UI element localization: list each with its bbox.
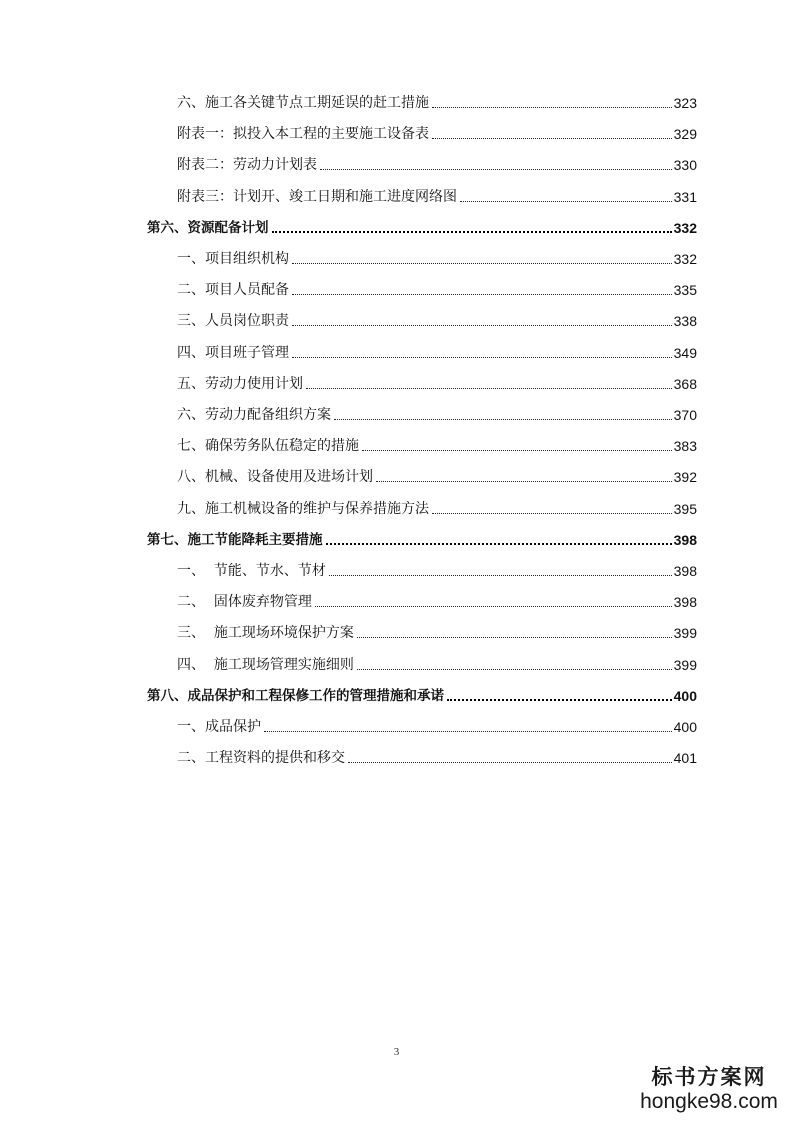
toc-section-entry[interactable]: [0, 119, 793, 143]
toc-entry-page-number: 368: [673, 375, 697, 392]
toc-entry-page-number: 401: [673, 750, 697, 767]
toc-dot-leader: [447, 699, 672, 701]
toc-section-entry[interactable]: [0, 587, 793, 611]
page-number: 3: [393, 1046, 400, 1058]
toc-dot-leader: [432, 138, 672, 139]
toc-dot-leader: [362, 450, 672, 451]
toc-entry-title: 一、项目组织机构: [177, 251, 289, 267]
toc-dot-leader: [329, 575, 672, 576]
toc-entry-page-number: 398: [673, 563, 697, 579]
toc-entry-page-number: 331: [673, 188, 697, 205]
toc-dot-leader: [460, 201, 672, 202]
toc-section-entry[interactable]: [0, 650, 793, 674]
watermark-url-text: hongke98.com: [640, 1090, 778, 1113]
toc-entry-page-number: 349: [673, 344, 697, 361]
toc-entry-page-number: 398: [673, 531, 697, 548]
toc-entry-title: 附表一：拟投入本工程的主要施工设备表: [177, 126, 429, 143]
toc-dot-leader: [357, 669, 672, 670]
toc-dot-leader: [292, 294, 672, 295]
toc-entry-title: 三、 施工现场环境保护方案: [177, 625, 354, 642]
toc-entry-page-number: 329: [673, 126, 697, 143]
toc-dot-leader: [272, 231, 672, 233]
toc-entry-page-number: 400: [673, 687, 697, 704]
toc-dot-leader: [357, 637, 672, 638]
toc-entry-page-number: 392: [673, 469, 697, 486]
toc-section-entry[interactable]: [0, 743, 793, 767]
toc-entry-page-number: 332: [673, 219, 697, 236]
toc-entry-page-number: 395: [673, 500, 697, 517]
toc-section-entry[interactable]: [0, 556, 793, 580]
toc-dot-leader: [348, 762, 672, 763]
toc-section-entry[interactable]: [0, 712, 793, 736]
toc-entry-title: 四、项目班子管理: [177, 344, 289, 361]
toc-entry-page-number: 338: [673, 313, 697, 330]
toc-dot-leader: [315, 606, 672, 607]
toc-entry-title: 附表二：劳动力计划表: [177, 157, 317, 174]
toc-section-entry[interactable]: [0, 275, 793, 299]
toc-entry-title: 一、 节能、节水、节材: [177, 563, 326, 579]
toc-section-entry[interactable]: [0, 244, 793, 268]
toc-section-entry[interactable]: [0, 88, 793, 112]
toc-dot-leader: [432, 513, 672, 514]
toc-dot-leader: [292, 325, 672, 326]
toc-entry-title: 二、工程资料的提供和移交: [177, 750, 345, 767]
toc-entry-title: 附表三：计划开、竣工日期和施工进度网络图: [177, 188, 457, 205]
toc-entry-title: 第七、施工节能降耗主要措施: [147, 531, 323, 548]
toc-section-entry[interactable]: [0, 400, 793, 424]
toc-entry-title: 二、 固体废弃物管理: [177, 594, 312, 611]
toc-entry-page-number: 332: [673, 251, 697, 267]
toc-section-entry[interactable]: [0, 431, 793, 455]
toc-entry-title: 二、项目人员配备: [177, 282, 289, 299]
toc-entry-title: 七、确保劳务队伍稳定的措施: [177, 438, 359, 455]
toc-entry-page-number: 335: [673, 282, 697, 299]
toc-dot-leader: [292, 263, 672, 264]
toc-dot-leader: [292, 357, 672, 358]
toc-chapter-entry[interactable]: [0, 681, 793, 705]
toc-section-entry[interactable]: [0, 462, 793, 486]
toc-entry-page-number: 330: [673, 157, 697, 174]
toc-entry-title: 三、人员岗位职责: [177, 313, 289, 330]
toc-entry-page-number: 323: [673, 95, 697, 111]
toc-entry-title: 八、机械、设备使用及进场计划: [177, 469, 373, 486]
toc-entry-title: 五、劳动力使用计划: [177, 375, 303, 392]
toc-section-entry[interactable]: [0, 306, 793, 330]
toc-chapter-entry[interactable]: [0, 525, 793, 549]
toc-entry-page-number: 398: [673, 594, 697, 611]
toc-section-entry[interactable]: [0, 150, 793, 174]
toc-entry-page-number: 400: [673, 719, 697, 735]
toc-dot-leader: [376, 481, 672, 482]
toc-dot-leader: [334, 419, 672, 420]
toc-entry-title: 第六、资源配备计划: [147, 219, 269, 236]
watermark-chinese-text: 标书方案网: [651, 1064, 767, 1089]
toc-entry-page-number: 399: [673, 625, 697, 642]
toc-dot-leader: [320, 169, 672, 170]
toc-section-entry[interactable]: [0, 182, 793, 206]
watermark-logo: [639, 1064, 779, 1114]
toc-entry-title: 九、施工机械设备的维护与保养措施方法: [177, 500, 429, 517]
toc-entry-title: 六、施工各关键节点工期延误的赶工措施: [177, 95, 429, 111]
toc-dot-leader: [326, 543, 672, 545]
toc-section-entry[interactable]: [0, 494, 793, 518]
toc-chapter-entry[interactable]: [0, 213, 793, 237]
toc-entry-title: 四、 施工现场管理实施细则: [177, 656, 354, 673]
toc-section-entry[interactable]: [0, 338, 793, 362]
toc-dot-leader: [264, 731, 672, 732]
toc-entry-title: 第八、成品保护和工程保修工作的管理措施和承诺: [147, 687, 444, 704]
toc-section-entry[interactable]: [0, 369, 793, 393]
toc-section-entry[interactable]: [0, 618, 793, 642]
toc-entry-page-number: 399: [673, 656, 697, 673]
toc-entry-page-number: 383: [673, 438, 697, 455]
toc-dot-leader: [432, 107, 672, 108]
toc-entry-title: 六、劳动力配备组织方案: [177, 407, 331, 423]
toc-entry-page-number: 370: [673, 407, 697, 423]
toc-dot-leader: [306, 388, 672, 389]
toc-entry-title: 一、成品保护: [177, 719, 261, 735]
